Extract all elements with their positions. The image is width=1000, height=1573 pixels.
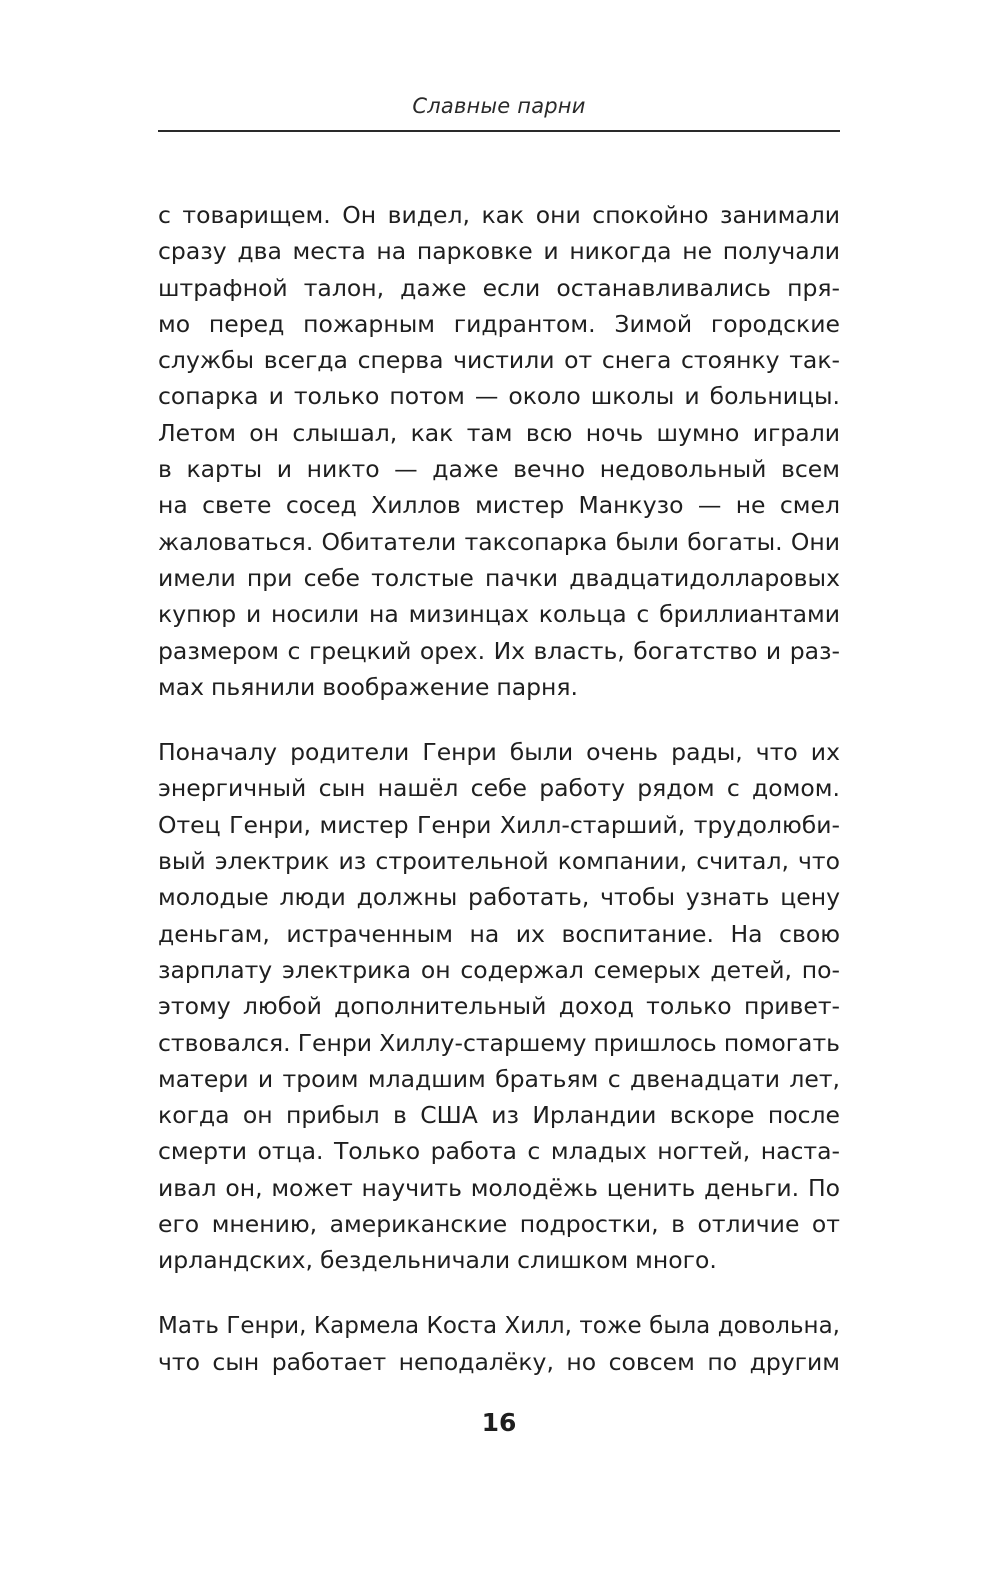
text-line: мо перед пожарным гидрантом. Зимой городские <box>158 309 840 338</box>
paragraph <box>158 734 840 1278</box>
text-line: мах пьянили воображение парня. <box>158 672 579 701</box>
text-line: его мнению, американские подростки, в отличие от <box>158 1210 840 1239</box>
text-line: Отец Генри, мистер Генри Хилл-старший, трудолюби- <box>158 810 840 839</box>
text-line: зарплату электрика он содержал семерых детей, по- <box>158 955 840 984</box>
text-line: в карты и никто — даже вечно недовольный всем <box>158 455 840 484</box>
text-line: деньгам, истраченным на их воспитание. На свою <box>158 919 840 948</box>
text-line: когда он прибыл в США из Ирландии вскоре после <box>158 1101 840 1130</box>
text-line: сопарка и только потом — около школы и больницы. <box>158 382 840 411</box>
text-line: молодые люди должны работать, чтобы узнать цену <box>158 883 840 912</box>
text-line: этому любой дополнительный доход только привет- <box>158 992 840 1021</box>
text-line: размером с грецкий орех. Их власть, богатство и раз- <box>158 636 840 665</box>
header-rule <box>158 130 840 132</box>
text-line: матери и троим младшим братьям с двенадцати лет, <box>158 1064 840 1093</box>
paragraph <box>158 1308 840 1381</box>
page-number: 16 <box>481 1408 517 1437</box>
text-line: ствовался. Генри Хиллу-старшему пришлось помогать <box>158 1028 840 1057</box>
body-text <box>158 197 840 1409</box>
text-line: сразу два места на парковке и никогда не получали <box>158 237 840 266</box>
text-line: что сын работает неподалёку, но совсем по другим <box>158 1347 840 1376</box>
text-line: жаловаться. Обитатели таксопарка были богаты. Они <box>158 527 840 556</box>
text-line: с товарищем. Он видел, как они спокойно занимали <box>158 201 840 229</box>
paragraph <box>158 197 840 705</box>
text-line: вый электрик из строительной компании, считал, что <box>158 847 840 876</box>
text-line: службы всегда сперва чистили от снега стоянку так- <box>158 346 840 375</box>
text-line: на свете сосед Хиллов мистер Манкузо — не смел <box>158 491 840 520</box>
text-line: энергичный сын нашёл себе работу рядом с домом. <box>158 774 840 803</box>
text-line: купюр и носили на мизинцах кольца с бриллиантами <box>158 600 840 629</box>
text-line: ирландских, бездельничали слишком много. <box>158 1246 717 1275</box>
text-line: штрафной талон, даже если останавливались пря- <box>158 273 840 302</box>
text-line: Мать Генри, Кармела Коста Хилл, тоже была довольна, <box>158 1312 840 1339</box>
text-line: смерти отца. Только работа с младых ногтей, наста- <box>158 1137 840 1166</box>
text-line: имели при себе толстые пачки двадцатидолларовых <box>158 563 840 592</box>
running-title: Славные парни <box>412 94 586 118</box>
text-line: Поначалу родители Генри были очень рады, что их <box>158 738 840 767</box>
text-line: Летом он слышал, как там всю ночь шумно играли <box>158 418 840 447</box>
text-line: ивал он, может научить молодёжь ценить деньги. По <box>158 1173 840 1202</box>
